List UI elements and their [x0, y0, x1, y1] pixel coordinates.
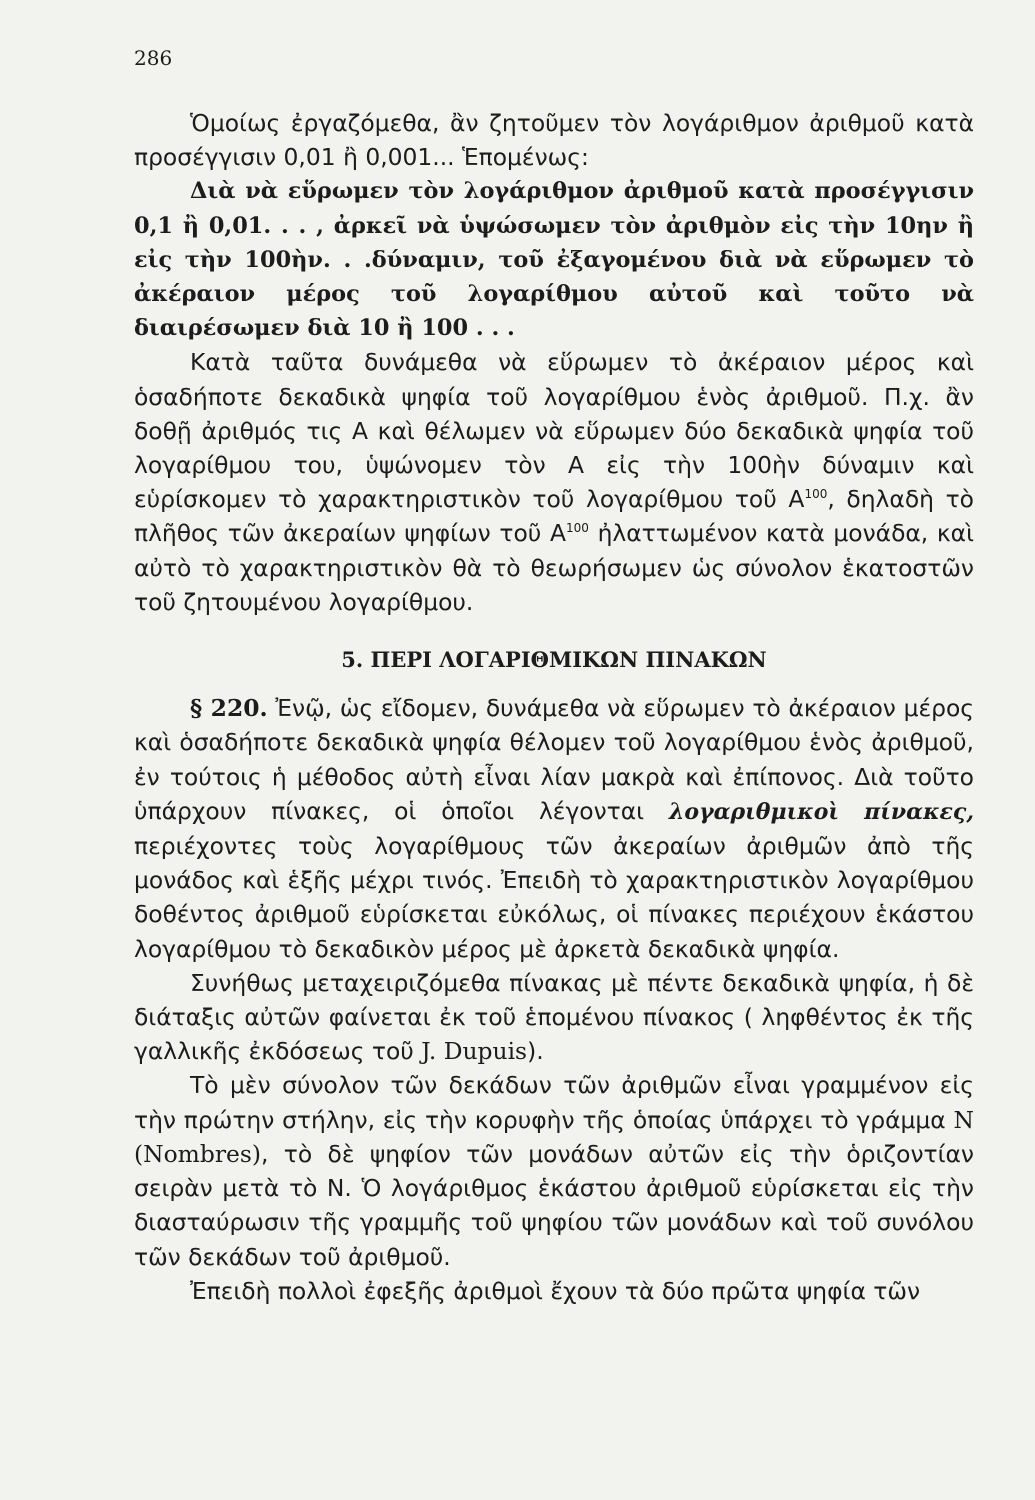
exponent-100-first: 100: [804, 487, 828, 502]
paragraph-example-part3: ἠλαττωμένον κατὰ μονάδα, καὶ αὐτὸ τὸ χαρακτηριστικὸν θὰ τὸ θεωρήσωμεν ὡς σύνολον ἑκατοστῶν τοῦ ζητουμένου λογαρίθμου.: [134, 519, 975, 616]
paragraph-table-layout-part2: , τὸ δὲ ψηφίον τῶν μονάδων αὐτῶν εἰς τὴν ὁριζοντίαν σειρὰν μετὰ τὸ N. Ὁ λογάριθμος ἑκάστου ἀριθμοῦ εὑρίσκεται εἰς τὴν διασταύρωσιν τῆς γραμμῆς τοῦ ψηφίου τῶν μονάδων καὶ τοῦ συνόλου τῶν δεκάδων τοῦ ἀριθμοῦ.: [134, 1139, 974, 1271]
exponent-100-second: 100: [566, 521, 589, 536]
page-number: 286: [134, 46, 173, 70]
paragraph-table-layout-part1: Τὸ μὲν σύνολον τῶν δεκάδων τῶν ἀριθμῶν εἶναι γραμμένον εἰς τὴν πρώτην στήλην, εἰς τὴν κορυφὴν τῆς ὁποίας ὑπάρχει τὸ γράμμα: [134, 1071, 974, 1134]
paragraph-since-many: Ἐπειδὴ πολλοὶ ἐφεξῆς ἀριθμοὶ ἔχουν τὰ δύο πρῶτα ψηφία τῶν: [190, 1276, 921, 1305]
paragraph-five-decimals: [134, 966, 974, 1069]
letter-n-nombres: N (Nombres): [134, 1105, 974, 1168]
paragraph-table-layout: [134, 1068, 974, 1273]
rule-statement: Διὰ νὰ εὕρωμεν τὸν λογάριθμον ἀριθμοῦ κατὰ προσέγγισιν 0,1 ἢ 0,01. . . , ἀρκεῖ νὰ ὑψώσωμεν τὸν ἀριθμὸν εἰς τὴν 10ην ἢ εἰς τὴν 100ὴν. . .δύναμιν, τοῦ ἐξαγομένου διὰ νὰ εὕρωμεν τὸ ἀκέραιον μέρος τοῦ λογαρίθμου αὐτοῦ καὶ τοῦτο νὰ διαιρέσωμεν διὰ 10 ἢ 100 . . .: [134, 178, 974, 342]
paragraph-section-220: [134, 691, 974, 966]
section-number: § 220.: [190, 694, 268, 723]
term-logarithmic-tables: λογαριθμικοὶ πίνακες,: [668, 798, 974, 825]
paragraph-example-part2: , δηλαδὴ τὸ πλῆθος τῶν ἀκεραίων ψηφίων τοῦ Α: [134, 485, 974, 548]
paragraph-section-220-part1: Ἐνῷ, ὡς εἴδομεν, δυνάμεθα νὰ εὕρωμεν τὸ ἀκέραιον μέρος καὶ ὁσαδήποτε δεκαδικὰ ψηφία θέλομεν τοῦ λογαρίθμου ἑνὸς ἀριθμοῦ, ἐν τούτοις ἡ μέθοδος αὐτὴ εἶναι λίαν μακρὰ καὶ ἐπίπονος. Διὰ τοῦτο ὑπάρχουν πίνακες, οἱ ὁποῖοι λέγονται: [134, 694, 974, 825]
paragraph-section-220-part2: περιέχοντες τοὺς λογαρίθμους τῶν ἀκεραίων ἀριθμῶν ἀπὸ τῆς μονάδος καὶ ἑξῆς μέχρι τινός. Ἐπειδὴ τὸ χαρακτηριστικὸν λογαρίθμου δοθέντος ἀριθμοῦ εὑρίσκεται εὐκόλως, οἱ πίνακες περιέχουν ἑκάστου λογαρίθμου τὸ δεκαδικὸν μέρος μὲ ἀρκετὰ δεκαδικὰ ψηφία.: [134, 832, 974, 963]
section-heading: 5. ΠΕΡΙ ΛΟΓΑΡΙΘΜΙΚΩΝ ΠΙΝΑΚΩΝ: [341, 647, 767, 673]
author-name: J. Dupuis: [421, 1037, 528, 1066]
paragraph-example: [134, 345, 974, 619]
paragraph-five-decimals-part2: ).: [527, 1037, 544, 1066]
paragraph-similarly: Ὁμοίως ἐργαζόμεθα, ἂν ζητοῦμεν τὸν λογάριθμον ἀριθμοῦ κατὰ προσέγγισιν 0,01 ἢ 0,001... Ἑπομένως:: [134, 109, 974, 172]
paragraph-example-part1: Κατὰ ταῦτα δυνάμεθα νὰ εὕρωμεν τὸ ἀκέραιον μέρος καὶ ὁσαδήποτε δεκαδικὰ ψηφία τοῦ λογαρίθμου ἑνὸς ἀριθμοῦ. Π.χ. ἂν δοθῇ ἀριθμός τις Α καὶ θέλωμεν νὰ εὕρωμεν δύο δεκαδικὰ ψηφία τοῦ λογαρίθμου του, ὑψώνομεν τὸν Α εἰς τὴν 100ὴν δύναμιν καὶ εὑρίσκομεν τὸ χαρακτηριστικὸν τοῦ λογαρίθμου τοῦ Α: [134, 348, 974, 514]
paragraph-five-decimals-part1: Συνήθως μεταχειριζόμεθα πίνακας μὲ πέντε δεκαδικὰ ψηφία, ἡ δὲ διάταξις αὐτῶν φαίνεται ἐκ τοῦ ἑπομένου πίνακος ( ληφθέντος ἐκ τῆς γαλλικῆς ἐκδόσεως τοῦ: [134, 968, 974, 1066]
page-body: [134, 106, 974, 1308]
